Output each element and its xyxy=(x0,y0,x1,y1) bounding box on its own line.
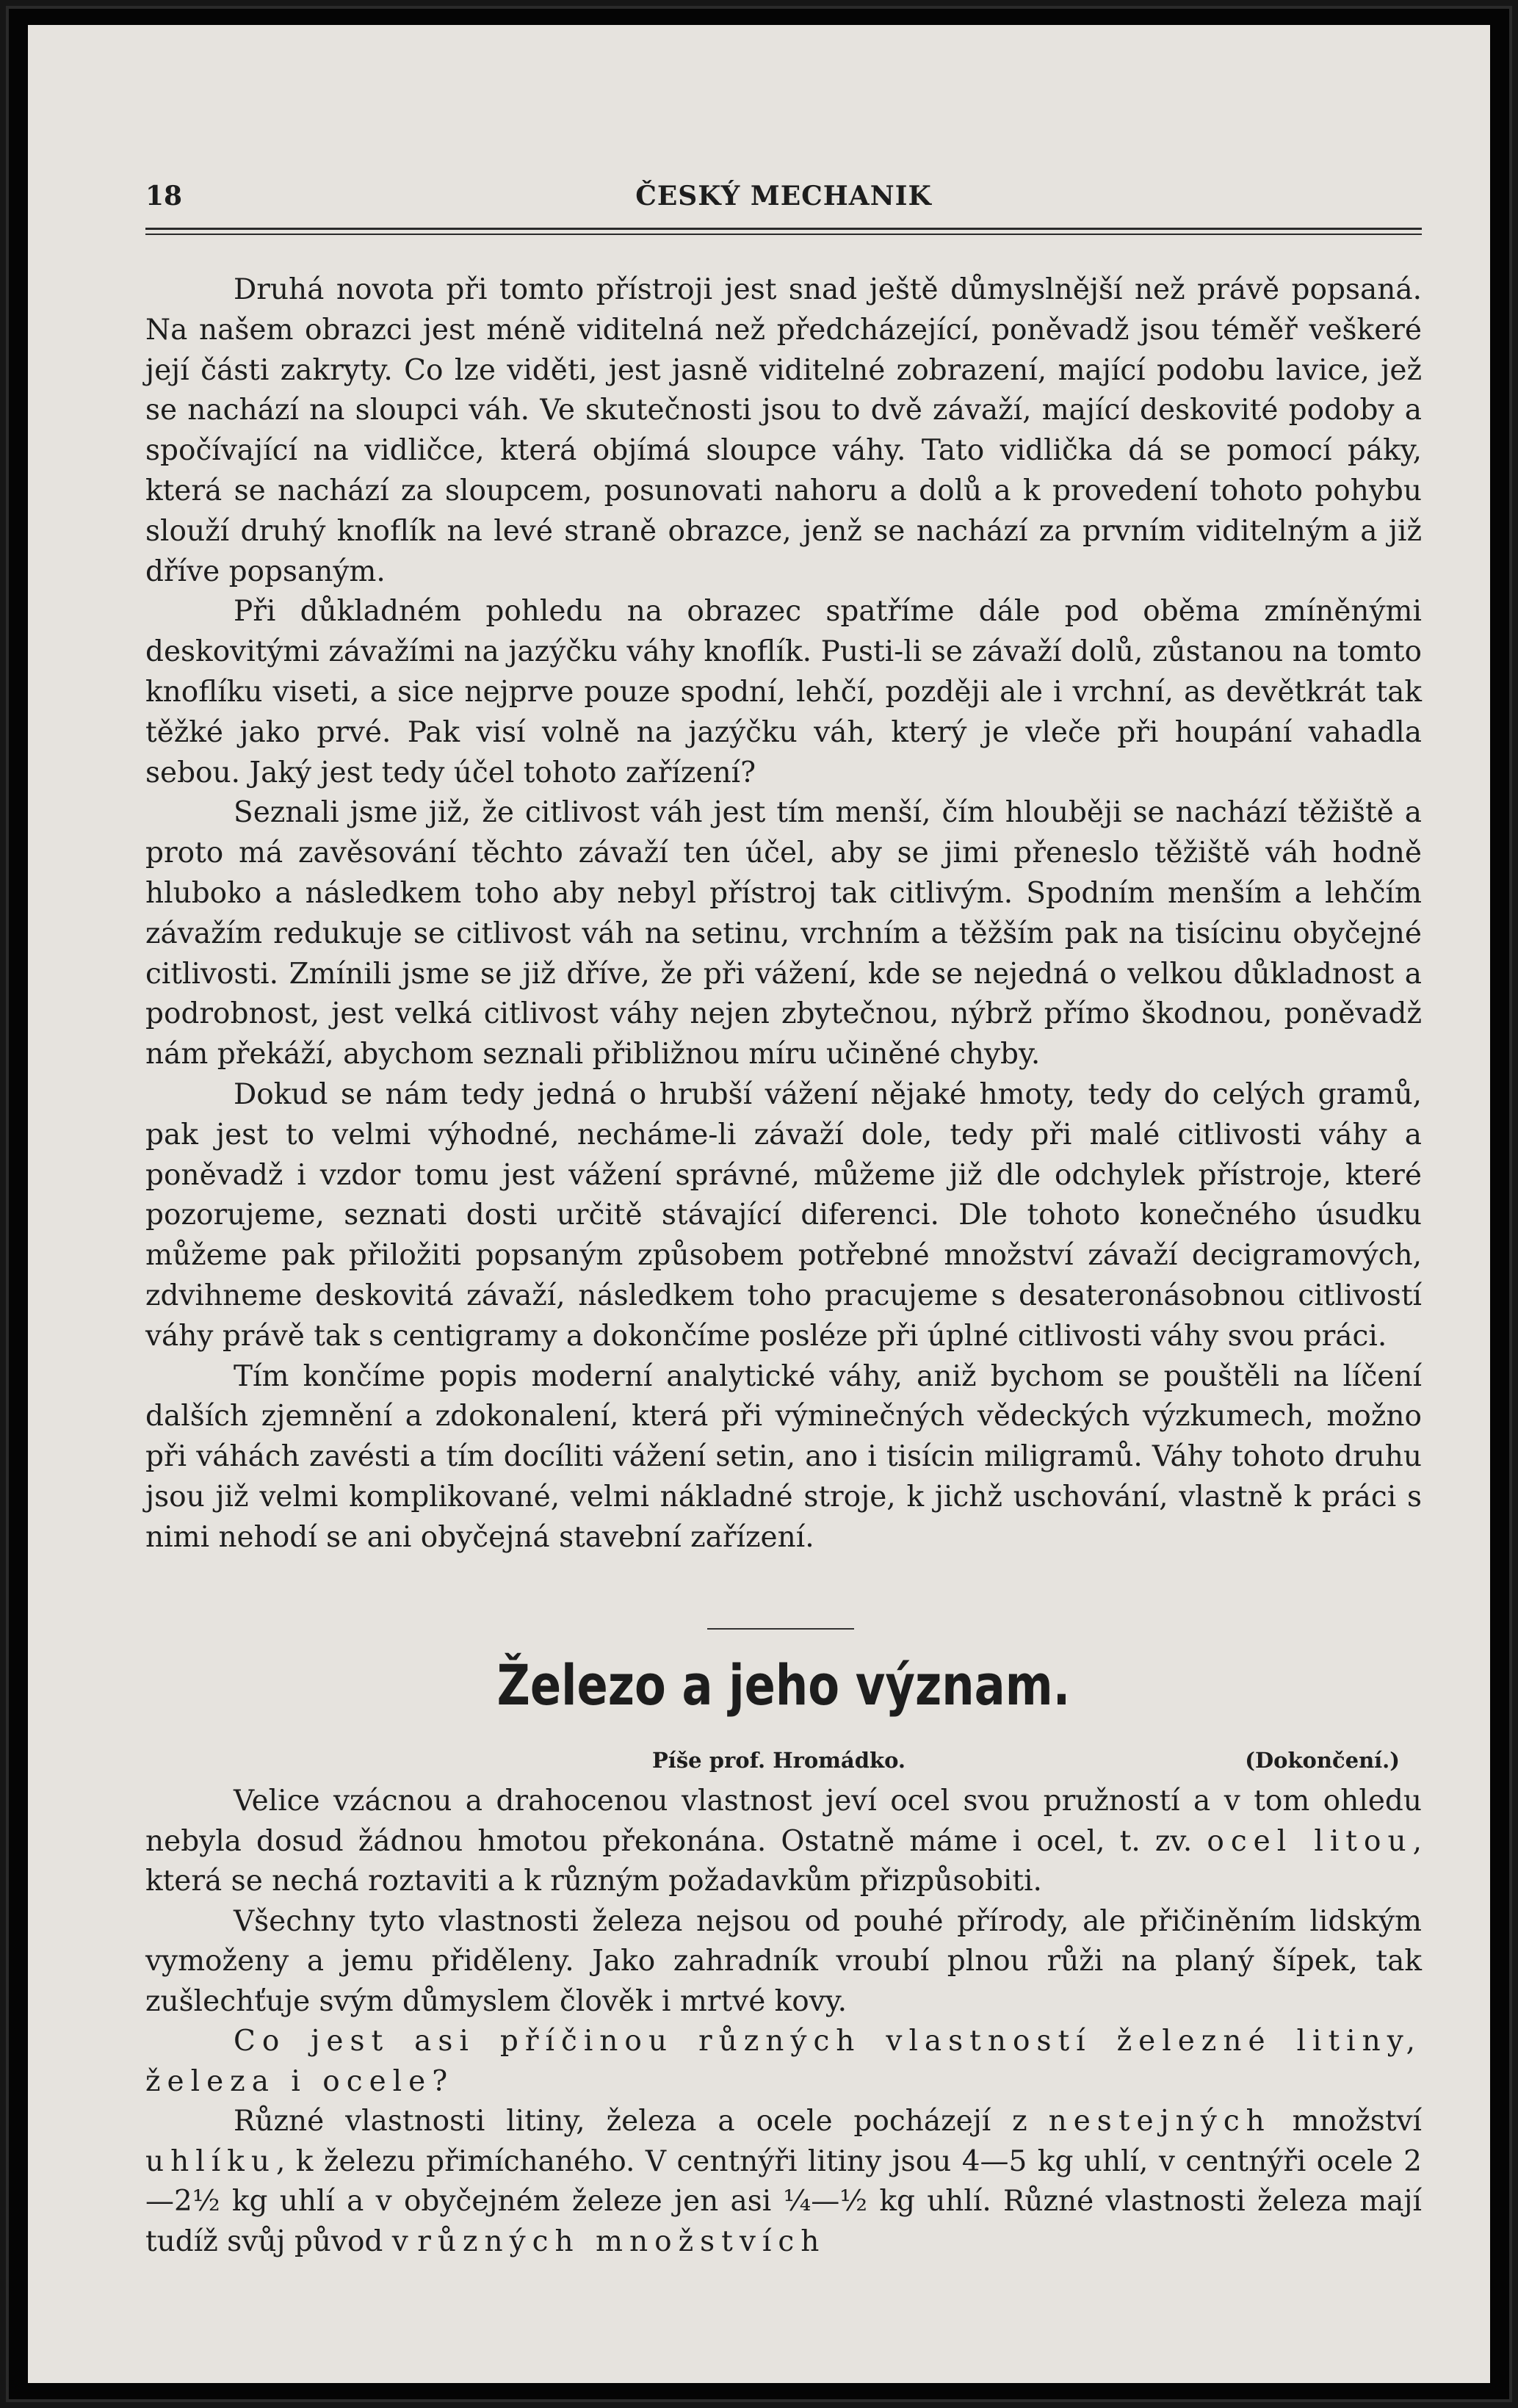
paragraph: Při důkladném pohledu na obrazec spatříme dále pod oběma zmíněnými deskovitými závažími na jazýčku váhy knoflík. Pusti-li se závaží dolů, zůstanou na tomto knoflíku viseti, a sice nejprve pouze spodní, lehčí, později ale i vrchní, as devětkrát tak těžké jako prvé. Pak visí volně na jazýčku váh, který je vleče při houpání vahadla sebou. Jaký jest tedy účel tohoto zařízení? xyxy=(145,595,1422,789)
paragraph: Všechny tyto vlastnosti železa nejsou od pouhé přírody, ale přičiněním lidským vymoženy a jemu přiděleny. Jako zahradník vroubí plnou růži na planý šípek, tak zušlechťuje svým důmyslem člověk i mrtvé kovy. xyxy=(145,1904,1422,2018)
paragraph xyxy=(145,2102,1422,2262)
article-title: Železo a jeho význam. xyxy=(496,1652,1071,1718)
article-body xyxy=(145,1782,1422,2262)
spaced-term: různých množstvích xyxy=(417,2224,826,2258)
text-run: množství xyxy=(1271,2105,1422,2138)
page-number: 18 xyxy=(145,181,183,211)
section-separator xyxy=(707,1628,854,1630)
running-title: ČESKÝ MECHANIK xyxy=(635,181,932,211)
article-body-continued xyxy=(145,270,1422,1558)
spaced-term: nestejných xyxy=(1048,2105,1271,2138)
paragraph: Dokud se nám tedy jedná o hrubší vážení nějaké hmoty, tedy do celých gramů, pak jest to velmi výhodné, necháme-li závaží dole, tedy při malé citlivosti váhy a poněvadž i vzdor tomu jest vážení správné, můžeme již dle odchylek přístroje, které pozorujeme, seznati dosti určitě stávající diferenci. Dle tohoto konečného úsudku můžeme pak přiložiti popsaným způsobem potřebné množství závaží decigramových, zdvihneme deskovitá závaží, následkem toho pracujeme s desateronásobnou citlivostí váhy právě tak s centigramy a dokončíme posléze při úplné citlivosti váhy svou práci. xyxy=(145,1077,1422,1353)
paragraph: Seznali jsme již, že citlivost váh jest tím menší, čím hlouběji se nachází těžiště a proto má zavěsování těchto závaží ten účel, aby se jimi přeneslo těžiště váh hodně hluboko a následkem toho aby nebyl přístroj tak citlivým. Spodním menším a lehčím závažím redukuje se citlivost váh na setinu, vrchním a těžším pak na tisícinu obyčejné citlivosti. Zmínili jsme se již dříve, že při vážení, kde se nejedná o velkou důkladnost a podrobnost, jest velká citlivost váhy nejen zbytečnou, nýbrž přímo škodnou, poněvadž nám překáží, abychom seznali přibližnou míru učiněné chyby. xyxy=(145,796,1422,1071)
document-page xyxy=(28,25,1490,2383)
spaced-question: Co jest asi příčinou různých vlastností železné litiny, železa i ocele? xyxy=(145,2025,1422,2098)
paragraph: Tím končíme popis moderní analytické váhy, aniž bychom se pouštěli na líčení dalších zjemnění a zdokonalení, která při výminečných vědeckých výzkumech, možno při váhách zavésti a tím docíliti vážení setin, ano i tisícin miligramů. Váhy tohoto druhu jsou již velmi komplikované, velmi nákladné stroje, k jichž uschování, vlastně k práci s nimi nehodí se ani obyčejná stavební zařízení. xyxy=(145,1359,1422,1554)
author: Píše prof. Hromádko. xyxy=(652,1748,906,1773)
text-run: Různé vlastnosti litiny, železa a ocele pocházejí z xyxy=(234,2105,1049,2138)
text-run: , která se nechá roztaviti a k různým požadavkům přizpůsobiti. xyxy=(145,1824,1422,1898)
header-rule-bottom xyxy=(145,234,1422,235)
text-run: Velice vzácnou a drahocenou vlastnost jeví ocel svou pružností a v tom ohledu nebyla dosud žádnou hmotou překonána. Ostatně máme i ocel, t. zv. xyxy=(145,1785,1422,1858)
spaced-term: uhlíku xyxy=(145,2144,276,2178)
continuation-note: (Dokončení.) xyxy=(1245,1748,1400,1773)
header-rule-top xyxy=(145,228,1422,230)
byline xyxy=(145,1748,1422,1780)
text-run: , k železu přimíchaného. V centnýři litiny jsou 4—5 kg uhlí, v centnýři ocele 2—2½ kg uhlí a v obyčejném železe jen asi ¼—½ kg uhlí. Různé vlastnosti železa mají tudíž svůj původ v xyxy=(145,2144,1422,2258)
paragraph: Druhá novota při tomto přístroji jest snad ještě důmyslnější než právě popsaná. Na našem obrazci jest méně viditelná než předcházející, poněvadž jsou téměř veškeré její části zakryty. Co lze viděti, jest jasně viditelné zobrazení, mající podobu lavice, jež se nachází na sloupci váh. Ve skutečnosti jsou to dvě závaží, mající deskovité podoby a spočívající na vidličce, která objímá sloupce váhy. Tato vidlička dá se pomocí páky, která se nachází za sloupcem, posunovati nahoru a dolů a k provedení tohoto pohybu slouží druhý knoflík na levé straně obrazce, jenž se nachází za prvním viditelným a již dříve popsaným. xyxy=(145,273,1422,588)
paragraph xyxy=(145,1782,1422,1902)
page-header xyxy=(145,181,1422,222)
spaced-term: ocel litou xyxy=(1207,1824,1413,1858)
